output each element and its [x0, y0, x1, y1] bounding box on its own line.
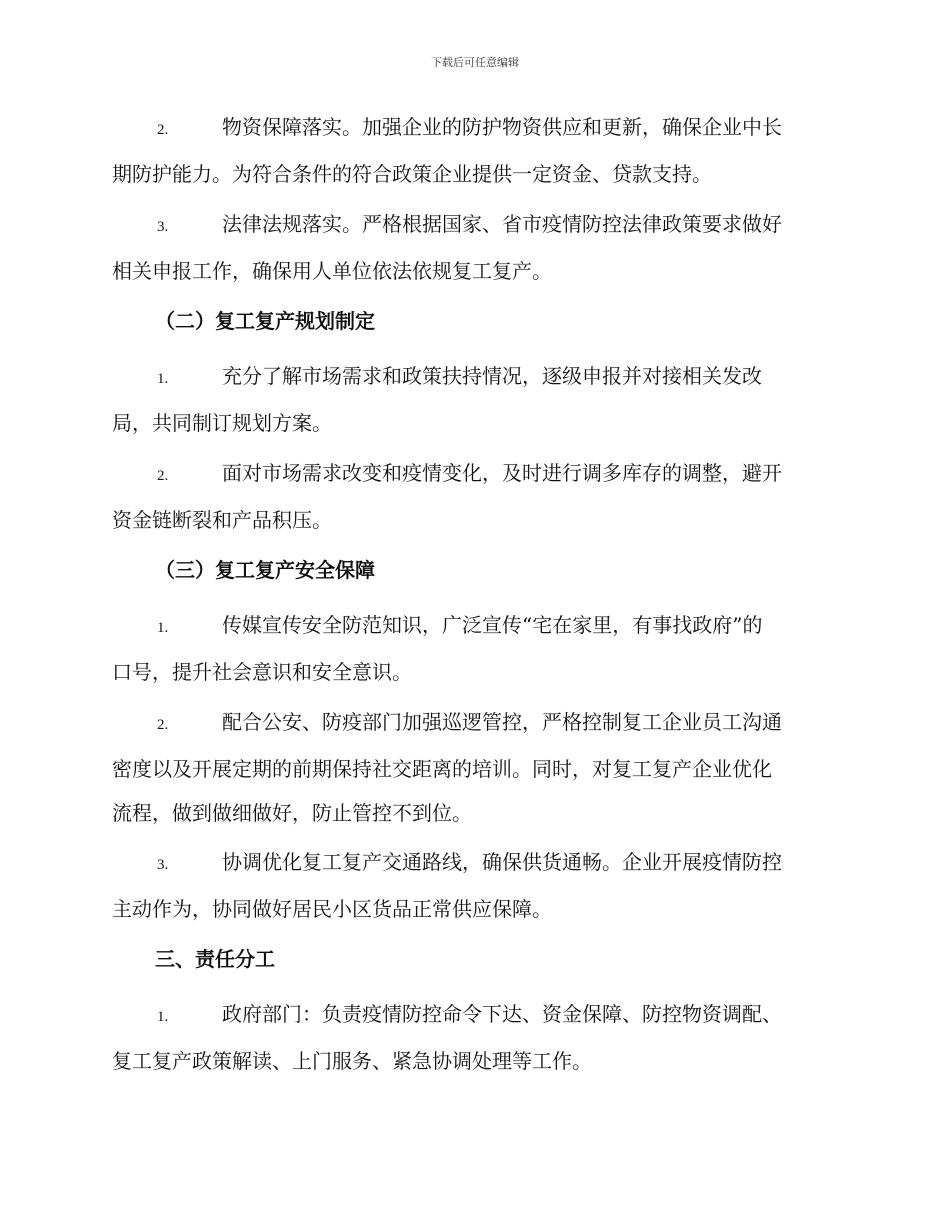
- item-text-line1: 政府部门：负责疫情防控命令下达、资金保障、防控物资调配、: [222, 1002, 782, 1026]
- list-item-inventory: [112, 451, 836, 542]
- list-item-supplies: [112, 105, 836, 196]
- section-heading-planning: （二）复工复产规划制定: [155, 309, 375, 333]
- item-text-line2: 密度以及开展定期的前期保持社交距离的培训。同时，对复工复产企业优化: [112, 757, 772, 781]
- item-text-line1: 面对市场需求改变和疫情变化，及时进行调多库存的调整，避开: [222, 461, 782, 485]
- item-text-line2: 期防护能力。为符合条件的符合政策企业提供一定资金、贷款支持。: [112, 162, 712, 186]
- item-number: 1.: [157, 620, 169, 636]
- item-text-line2: 复工复产政策解读、上门服务、紧急协调处理等工作。: [112, 1049, 592, 1073]
- list-item-patrol: [112, 700, 836, 835]
- list-item-government: [112, 992, 836, 1083]
- item-number: 2.: [157, 468, 169, 484]
- page-header: 下载后可任意编辑: [431, 56, 519, 69]
- item-number: 2.: [157, 122, 169, 138]
- item-text-line1: 传媒宣传安全防范知识，广泛宣传“宅在家里，有事找政府”的: [222, 613, 763, 637]
- item-text-line2: 资金链断裂和产品积压。: [112, 508, 332, 532]
- list-item-market: [112, 354, 836, 445]
- item-number: 1.: [157, 371, 169, 387]
- item-text-line2: 相关申报工作，确保用人单位依法依规复工复产。: [112, 259, 552, 283]
- item-number: 3.: [157, 857, 169, 873]
- list-item-publicity: [112, 603, 836, 694]
- item-text-line1: 物资保障落实。加强企业的防护物资供应和更新，确保企业中长: [222, 115, 782, 139]
- item-number: 2.: [157, 717, 169, 733]
- item-text-line1: 充分了解市场需求和政策扶持情况，逐级申报并对接相关发改: [222, 364, 762, 388]
- item-number: 1.: [157, 1009, 169, 1025]
- item-text-line1: 配合公安、防疫部门加强巡逻管控，严格控制复工企业员工沟通: [222, 710, 782, 734]
- item-number: 3.: [157, 219, 169, 235]
- item-text-line1: 法律法规落实。严格根据国家、省市疫情防控法律政策要求做好: [222, 212, 782, 236]
- item-text-line2: 局，共同制订规划方案。: [112, 411, 332, 435]
- list-item-laws: [112, 202, 836, 293]
- item-text-line3: 流程，做到做细做好，防止管控不到位。: [112, 801, 472, 825]
- item-text-line1: 协调优化复工复产交通路线，确保供货通畅。企业开展疫情防控: [222, 850, 782, 874]
- list-item-traffic: [112, 840, 836, 931]
- section-heading-responsibility: 三、责任分工: [155, 947, 275, 971]
- section-heading-safety: （三）复工复产安全保障: [155, 558, 375, 582]
- item-text-line2: 口号，提升社会意识和安全意识。: [112, 660, 412, 684]
- item-text-line2: 主动作为，协同做好居民小区货品正常供应保障。: [112, 897, 552, 921]
